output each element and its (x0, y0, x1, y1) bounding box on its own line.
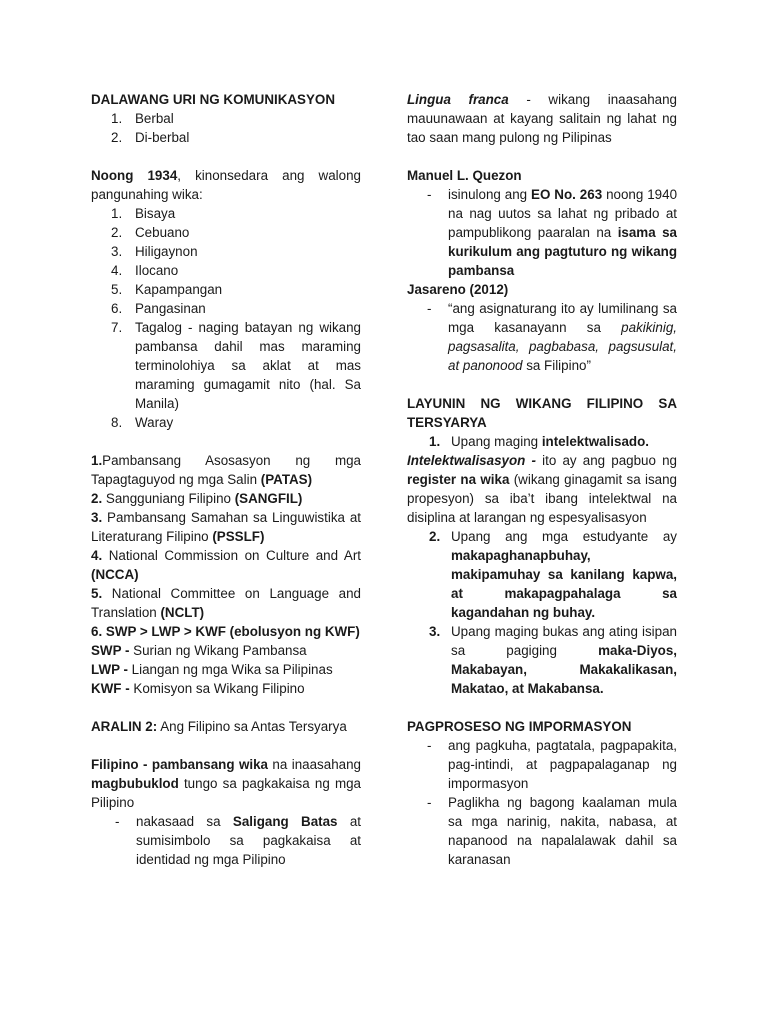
dash-item: - isinulong ang EO No. 263 noong 1940 na nag uutos sa lahat ng pribado at pampublikong paaralan na isama sa kurikulum ang pagtuturo ng wikang pambansa (427, 187, 678, 278)
lingua-franca-paragraph: Lingua franca - wikang inaasahang mauunawaan at kayang salitain ng lahat ng tao saan mang pulong ng Pilipinas (407, 92, 677, 145)
left-column (91, 90, 361, 869)
dash-item: - Paglikha ng bagong kaalaman mula sa mga narinig, nakita, nabasa, at napanood na napalalawak dahil sa karanasan (427, 795, 677, 867)
list-item: 5. Kapampangan (111, 282, 223, 297)
layunin-item-3: 3. Upang maging bukas ang ating isipan sa pagiging maka-Diyos, Makabayan, Makakalikasan, Makatao, at Makabansa. (429, 624, 677, 696)
dash-item: - nakasaad sa Saligang Batas at sumisimbolo sa pagkakaisa at identidad ng mga Pilipino (115, 814, 361, 867)
layunin-heading: LAYUNIN NG WIKANG FILIPINO SA TERSYARYA (407, 396, 677, 430)
layunin-item-2: 2. Upang ang mga estudyante ay makapaghanapbuhay, makipamuhay sa kanilang kapwa, at makapagpahalaga sa kagandahan ng buhay. (429, 529, 677, 620)
list-item: 4. Ilocano (111, 263, 179, 278)
right-column (407, 90, 677, 869)
heading-komunikasyon: DALAWANG URI NG KOMUNIKASYON (91, 92, 336, 107)
list-item: 8. Waray (111, 415, 174, 430)
list-item: 2. Cebuano (111, 225, 190, 240)
def-lwp: LWP - Liangan ng mga Wika sa Pilipinas (91, 662, 333, 677)
wika-list (91, 204, 361, 432)
list-item: 7. Tagalog - naging batayan ng wikang pambansa dahil mas maraming terminolohiya sa aklat at mas maraming gumagamit nito (hal. Sa Manila) (111, 320, 361, 411)
uri-list (91, 109, 361, 147)
intelektwalisasyon-paragraph: Intelektwalisasyon - ito ay ang pagbuo ng register na wika (wikang ginagamit sa isang propesyon) sa iba’t ibang intelektwal na disiplina at larangan ng espesyalisasyon (407, 453, 678, 525)
noong-1934-paragraph: Noong 1934, kinonsedara ang walong pangunahing wika: (91, 168, 361, 202)
org-item: 5. National Committee on Language and Translation (NCLT) (91, 586, 361, 620)
evolution-line: 6. SWP > LWP > KWF (ebolusyon ng KWF) (91, 624, 360, 639)
org-item: 1.Pambansang Asosasyon ng mga Tapagtaguyod ng mga Salin (PATAS) (91, 453, 361, 487)
org-item: 2. Sangguniang Filipino (SANGFIL) (91, 491, 303, 506)
org-item: 4. National Commission on Culture and Art (NCCA) (91, 548, 361, 582)
aralin-heading: ARALIN 2: Ang Filipino sa Antas Tersyarya (91, 719, 347, 734)
jasareno-heading: Jasareno (2012) (407, 282, 509, 297)
org-item: 3. Pambansang Samahan sa Linguwistika at Literaturang Filipino (PSSLF) (91, 510, 361, 544)
list-item: 6. Pangasinan (111, 301, 206, 316)
dash-item: - “ang asignaturang ito ay lumilinang sa mga kasanayann sa pakikinig, pagsasalita, pagbabasa, pagsusulat, at panonood sa Filipino” (427, 301, 677, 373)
filipino-paragraph: Filipino - pambansang wika na inaasahang magbubuklod tungo sa pagkakaisa ng mga Pilipino (91, 757, 361, 810)
def-kwf: KWF - Komisyon sa Wikang Filipino (91, 681, 305, 696)
pagproseso-heading: PAGPROSESO NG IMPORMASYON (407, 719, 632, 734)
dash-item: - ang pagkuha, pagtatala, pagpapakita, pag-intindi, at pagpapalaganap ng impormasyon (427, 738, 677, 791)
quezon-heading: Manuel L. Quezon (407, 168, 522, 183)
list-item: 3. Hiligaynon (111, 244, 198, 259)
def-swp: SWP - Surian ng Wikang Pambansa (91, 643, 307, 658)
list-item: 1. Bisaya (111, 206, 176, 221)
list-item: 2. Di-berbal (111, 130, 190, 145)
layunin-item-1: 1. Upang maging intelektwalisado. (429, 434, 649, 449)
list-item: 1. Berbal (111, 111, 174, 126)
